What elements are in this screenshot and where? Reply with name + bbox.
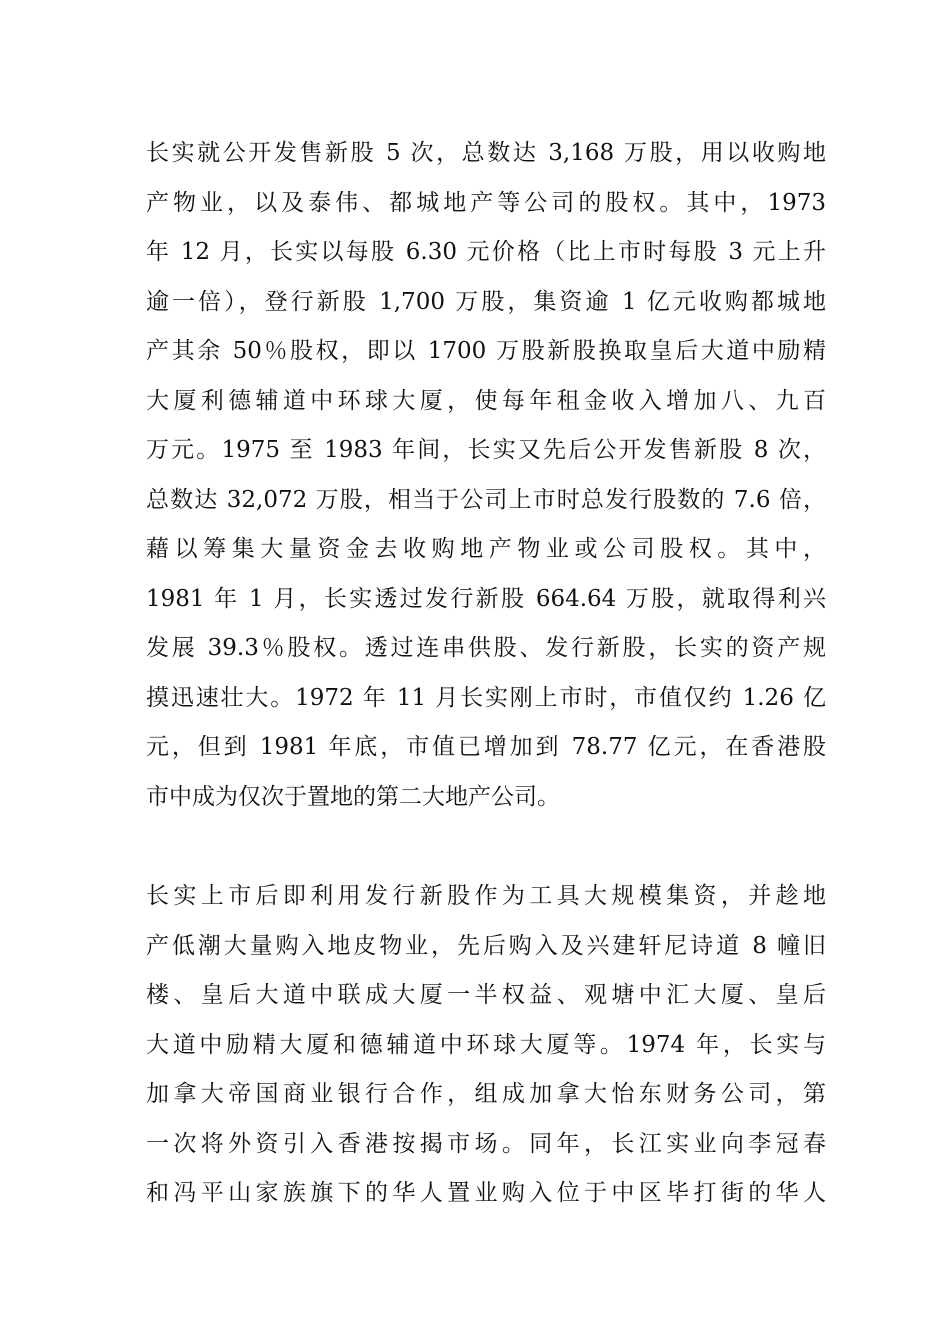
text-line: 1981 年 1 月，长实透过发行新股 664.64 万股，就取得利兴	[146, 585, 826, 612]
text-line: 和冯平山家族旗下的华人置业购入位于中区毕打街的华人	[146, 1180, 826, 1206]
text-line: 总数达 32,072 万股，相当于公司上市时总发行股数的 7.6 倍，	[146, 486, 826, 513]
text-line: 元，但到 1981 年底，市值已增加到 78.77 亿元，在香港股	[146, 734, 826, 760]
paragraph-2	[146, 872, 826, 1219]
text-line: 藉以筹集大量资金去收购地产物业或公司股权。其中，	[146, 536, 826, 562]
text-line: 大道中励精大厦和德辅道中环球大厦等。1974 年，长实与	[146, 1031, 826, 1058]
text-line: 摸迅速壮大。1972 年 11 月长实刚上市时，市值仅约 1.26 亿	[146, 684, 826, 711]
text-line: 市中成为仅次于置地的第二大地产公司。	[146, 783, 560, 810]
text-line: 长实就公开发售新股 5 次，总数达 3,168 万股，用以收购地	[146, 140, 826, 166]
text-line: 发展 39.3％股权。透过连串供股、发行新股，长实的资产规	[146, 635, 826, 661]
text-line: 万元。1975 至 1983 年间，长实又先后公开发售新股 8 次，	[146, 437, 826, 463]
text-line: 楼、皇后大道中联成大厦一半权益、观塘中汇大厦、皇后	[146, 982, 826, 1008]
text-line: 产物业，以及泰伟、都城地产等公司的股权。其中，1973	[146, 189, 826, 216]
text-line: 加拿大帝国商业银行合作，组成加拿大怡东财务公司，第	[146, 1081, 826, 1107]
text-line: 逾一倍），登行新股 1,700 万股，集资逾 1 亿元收购都城地	[146, 288, 826, 315]
paragraph-1	[146, 129, 826, 822]
text-line: 产其余 50％股权，即以 1700 万股新股换取皇后大道中励精	[146, 338, 826, 364]
text-line: 大厦利德辅道中环球大厦，使每年租金收入增加八、九百	[146, 387, 826, 414]
text-line: 年 12 月，长实以每股 6.30 元价格（比上市时每股 3 元上升	[146, 239, 826, 265]
text-line: 一次将外资引入香港按揭市场。同年，长江实业向李冠春	[146, 1130, 826, 1157]
text-line: 长实上市后即利用发行新股作为工具大规模集资，并趁地	[146, 883, 826, 909]
text-line: 产低潮大量购入地皮物业，先后购入及兴建轩尼诗道 8 幢旧	[146, 932, 826, 959]
